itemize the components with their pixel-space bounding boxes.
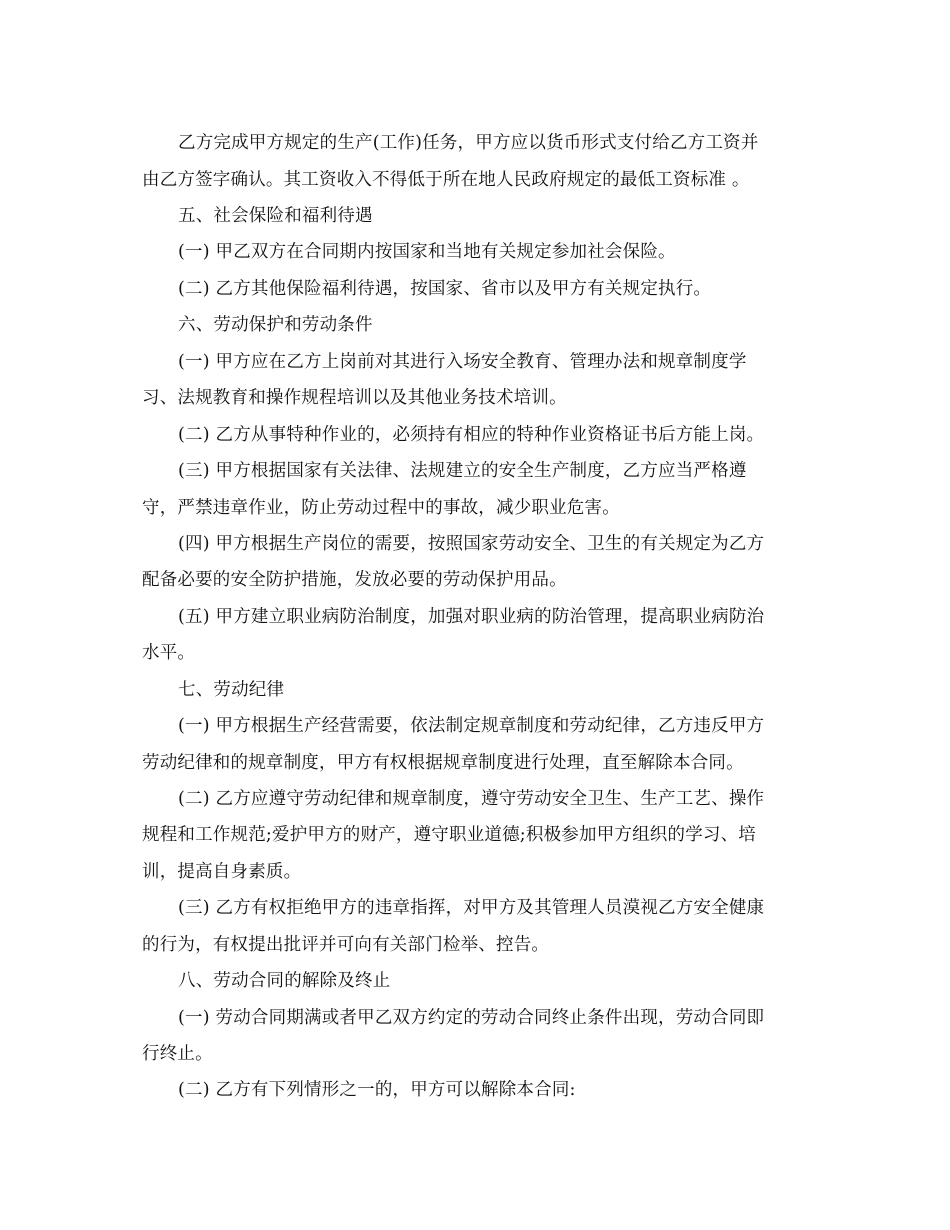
paragraph-line: (一) 劳动合同期满或者甲乙双方约定的劳动合同终止条件出现，劳动合同即	[178, 1008, 765, 1028]
paragraph-line: 乙方完成甲方规定的生产(工作)任务，甲方应以货币形式支付给乙方工资并	[178, 133, 759, 153]
paragraph-line: 配备必要的安全防护措施，发放必要的劳动保护用品。	[142, 570, 567, 590]
paragraph-line: 由乙方签字确认。其工资收入不得低于所在地人民政府规定的最低工资标准 。	[142, 170, 750, 190]
section-heading: 七、劳动纪律	[178, 680, 285, 700]
paragraph-line: 水平。	[142, 643, 196, 663]
paragraph-line: (三) 甲方根据国家有关法律、法规建立的安全生产制度，乙方应当严格遵	[178, 461, 747, 481]
paragraph-line: (五) 甲方建立职业病防治制度，加强对职业病的防治管理，提高职业病防治	[178, 607, 765, 627]
paragraph-line: 的行为，有权提出批评并可向有关部门检举、控告。	[142, 935, 550, 955]
paragraph-line: (一) 甲方应在乙方上岗前对其进行入场安全教育、管理办法和规章制度学	[178, 352, 747, 372]
paragraph-line: (二) 乙方应遵守劳动纪律和规章制度，遵守劳动安全卫生、生产工艺、操作	[178, 789, 765, 809]
paragraph-line: (二) 乙方从事特种作业的，必须持有相应的特种作业资格证书后方能上岗。	[178, 425, 765, 445]
paragraph-line: 行终止。	[142, 1044, 213, 1064]
paragraph-line: 劳动纪律和的规章制度，甲方有权根据规章制度进行处理，直至解除本合同。	[142, 753, 744, 773]
paragraph-line: 训，提高自身素质。	[142, 862, 302, 882]
section-heading: 八、劳动合同的解除及终止	[178, 971, 391, 991]
paragraph-line: (二) 乙方其他保险福利待遇，按国家、省市以及甲方有关规定执行。	[178, 279, 712, 299]
paragraph-line: (一) 甲方根据生产经营需要，依法制定规章制度和劳动纪律，乙方违反甲方	[178, 716, 765, 736]
paragraph-line: (一) 甲乙双方在合同期内按国家和当地有关规定参加社会保险。	[178, 242, 676, 262]
paragraph-line: (三) 乙方有权拒绝甲方的违章指挥，对甲方及其管理人员漠视乙方安全健康	[178, 898, 765, 918]
paragraph-line: 规程和工作规范;爱护甲方的财产，遵守职业道德;积极参加甲方组织的学习、培	[142, 825, 756, 845]
section-heading: 六、劳动保护和劳动条件	[178, 315, 373, 335]
paragraph-line: 守，严禁违章作业，防止劳动过程中的事故，减少职业危害。	[142, 498, 620, 518]
section-heading: 五、社会保险和福利待遇	[178, 206, 373, 226]
paragraph-line: (四) 甲方根据生产岗位的需要，按照国家劳动安全、卫生的有关规定为乙方	[178, 534, 765, 554]
paragraph-line: 习、法规教育和操作规程培训以及其他业务技术培训。	[142, 388, 567, 408]
paragraph-line: (二) 乙方有下列情形之一的，甲方可以解除本合同:	[178, 1080, 576, 1100]
